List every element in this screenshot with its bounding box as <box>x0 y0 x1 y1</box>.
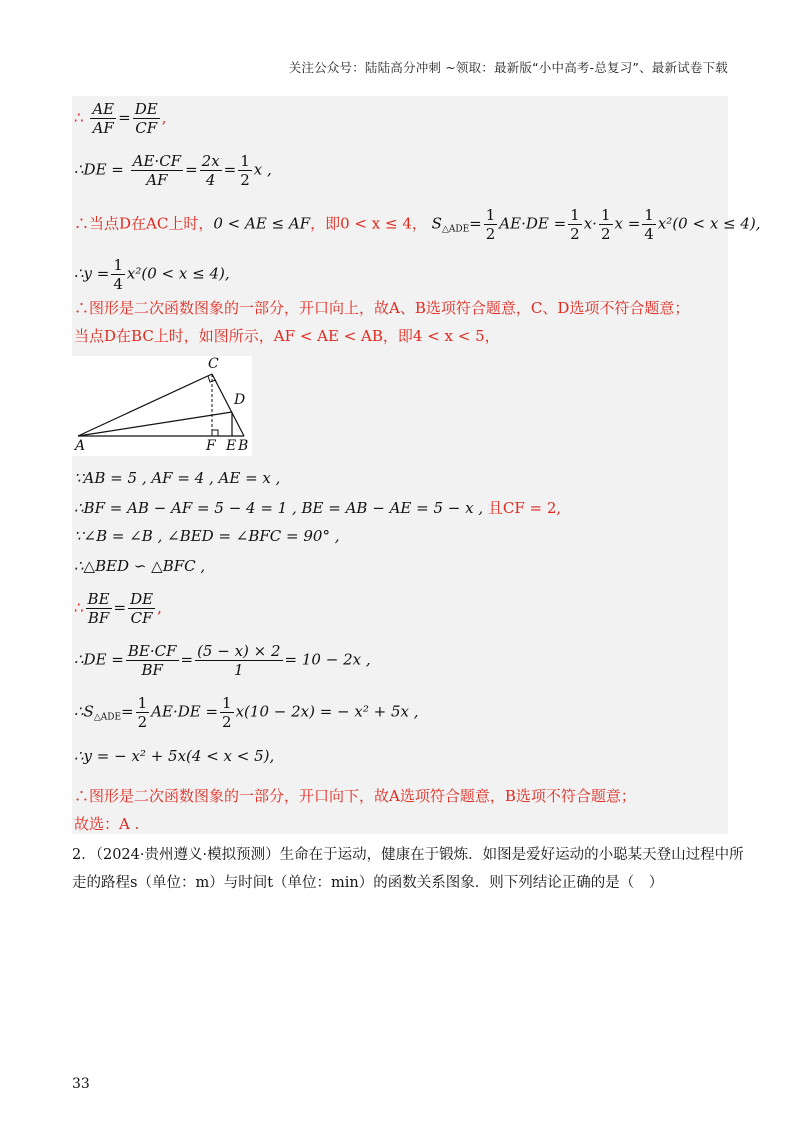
question-2-line-1: 2．（2024·贵州遵义·模拟预测）生命在于运动，健康在于锻炼．如图是爱好运动的小聪某天登山过程中所 <box>72 847 744 863</box>
label-e: E <box>226 438 237 454</box>
solution-line-11: ∴ $\frac{BE}{BF}$ = $\frac{DE}{CF}$ , <box>74 590 162 627</box>
solution-line-7: ∵AB = 5 , AF = 4 , AE = x , <box>74 469 281 487</box>
fraction-half-d: $\frac{1}{2}$ <box>137 694 148 731</box>
solution-line-14: ∴y = − x² + 5x(4 < x < 5), <box>74 747 275 765</box>
fraction-de-cf: $\frac{DE}{CF}$ <box>134 100 158 137</box>
fraction-quarter-y: $\frac{1}{4}$ <box>113 256 123 293</box>
therefore-symbol: ∴ <box>74 108 84 127</box>
label-f: F <box>206 438 216 454</box>
solution-line-3: ∴当点D在AC上时，0 < AE ≤ AF，即0 < x ≤ 4， $S_{\triangle ADE}=$ $\frac{1}{2}$ AE·DE = $\frac{1}{2}$ x· $\frac{1}{2}$ x = $\frac{1}{4}$ x²(0 < x ≤ 4), <box>74 206 761 243</box>
solution-line-4: ∴y = $\frac{1}{4}$ x²(0 < x ≤ 4), <box>74 256 230 293</box>
solution-line-9: ∵∠B = ∠B , ∠BED = ∠BFC = 90° , <box>74 527 340 545</box>
label-a: A <box>75 438 86 454</box>
solution-line-12: ∴DE = $\frac{BE\cdot CF}{BF}$ = $\frac{(5 - x) \times 2}{1}$ = 10 − 2x , <box>74 642 371 679</box>
solution-line-16: 故选：A . <box>74 815 140 833</box>
solution-line-10: ∴△BED ∽ △BFC , <box>74 557 206 575</box>
fraction-quarter: $\frac{1}{4}$ <box>644 206 654 243</box>
page-number: 33 <box>72 1076 90 1092</box>
question-2-line-2: 走的路程s（单位：m）与时间t（单位：min）的函数关系图象．则下列结论正确的是（ ） <box>72 875 664 891</box>
solution-block <box>72 96 761 834</box>
solution-line-2: ∴DE = $\frac{AE\cdot CF}{AF}$ = $\frac{2x}{4}$ = $\frac{1}{2}$ x , <box>74 152 272 189</box>
page-header: 关注公众号：陆陆高分冲刺 ~领取：最新版“小中高考-总复习”、最新试卷下载 <box>288 60 728 75</box>
fraction-half-e: $\frac{1}{2}$ <box>222 694 232 731</box>
solution-line-6: 当点D在BC上时，如图所示，AF < AE < AB，即4 < x < 5， <box>74 327 500 345</box>
fraction-becf-bf: $\frac{BE\cdot CF}{BF}$ <box>127 642 177 679</box>
fraction-half-a: $\frac{1}{2}$ <box>485 206 496 243</box>
solution-line-13: $\therefore S_{\triangle ADE}=$ $\frac{1}{2}$ AE·DE = $\frac{1}{2}$ x(10 − 2x) = − x² + 5x , <box>74 694 419 731</box>
fraction-ae-af: $\frac{AE}{AF}$ <box>92 100 115 137</box>
fraction-aecf-af: $\frac{AE\cdot CF}{AF}$ <box>132 152 182 189</box>
label-b: B <box>238 438 249 454</box>
label-c: C <box>208 356 219 372</box>
fraction-de-cf-2: $\frac{DE}{CF}$ <box>130 590 154 627</box>
fraction-2x-4: $\frac{2x}{4}$ <box>201 152 220 189</box>
fraction-half-b: $\frac{1}{2}$ <box>570 206 580 243</box>
solution-line-5: ∴图形是二次函数图象的一部分，开口向上，故A、B选项符合题意，C、D选项不符合题意； <box>74 299 690 317</box>
fraction-5x2-1: $\frac{(5 - x) \times 2}{1}$ <box>197 642 281 679</box>
solution-line-8: ∴BF = AB − AF = 5 − 4 = 1 , BE = AB − AE = 5 − x , 且CF = 2, <box>74 499 562 517</box>
fraction-1-2: $\frac{1}{2}$ <box>240 152 250 189</box>
fraction-be-bf: $\frac{BE}{BF}$ <box>87 590 110 627</box>
triangle-figure <box>72 356 252 456</box>
solution-line-15: ∴图形是二次函数图象的一部分，开口向下，故A选项符合题意，B选项不符合题意； <box>74 787 636 805</box>
solution-line-1: ∴ $\frac{AE}{AF}$ = $\frac{DE}{CF}$ , <box>74 100 167 137</box>
label-d: D <box>234 392 246 408</box>
fraction-half-c: $\frac{1}{2}$ <box>600 206 611 243</box>
triangle-diagram <box>72 356 252 456</box>
